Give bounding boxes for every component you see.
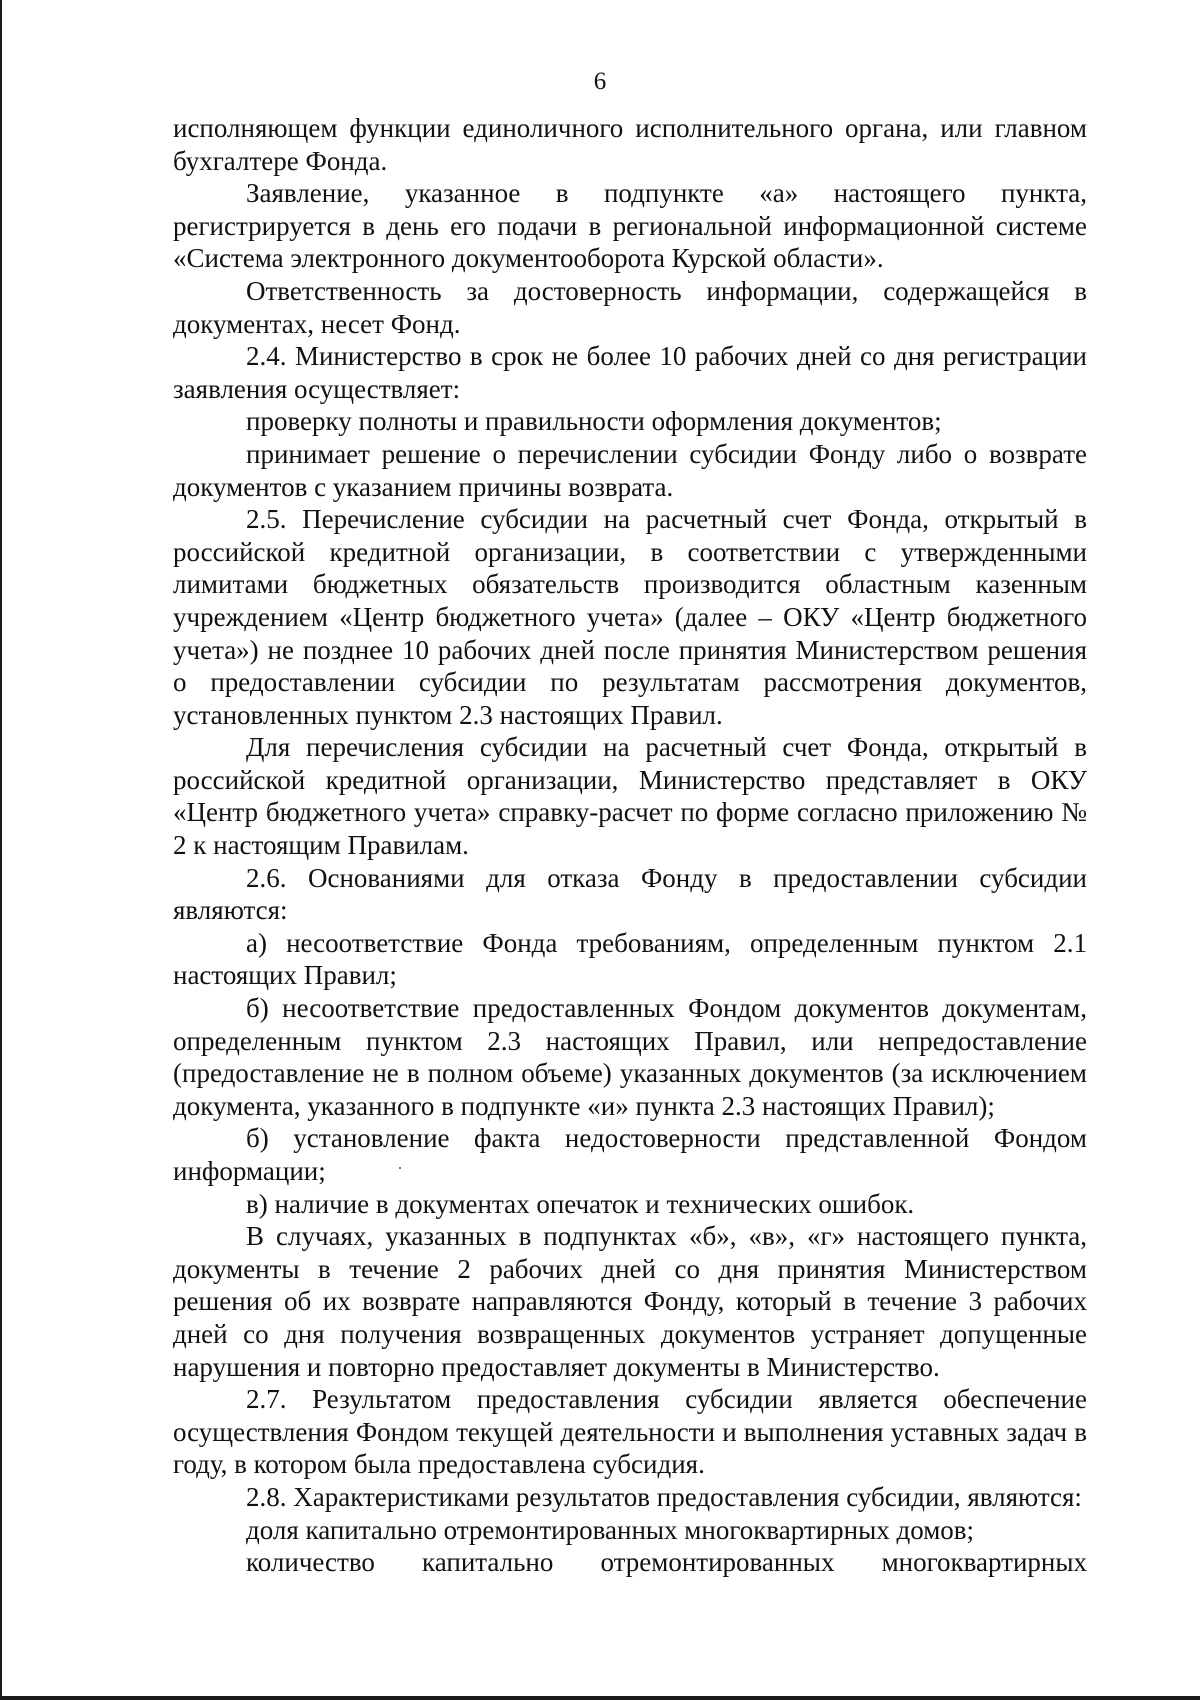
scan-edge-left bbox=[0, 0, 2, 1700]
paragraph-2-8-share: доля капитально отремонтированных многоквартирных домов; bbox=[246, 1514, 975, 1545]
page-number: 6 bbox=[593, 68, 607, 95]
paragraph-2-5: 2.5. Перечисление субсидии на расчетный счет Фонда, открытый в российской кредитной организации, в соответствии с утвержденными лимитами бюджетных обязательств производится областным казенным учреждением «Центр бюджетного учета» (далее – ОКУ «Центр бюджетного учета») не позднее 10 рабочих дней после принятия Министерством решения о предоставлении субсидии по результатам рассмотрения документов, установленных пунктом 2.3 настоящих Правил. bbox=[173, 504, 1087, 730]
paragraph-2-8-count: количество капитально отремонтированных многоквартирных bbox=[246, 1547, 1087, 1578]
paragraph-2-4-decision: принимает решение о перечислении субсидии Фонду либо о возврате документов с указанием причины возврата. bbox=[173, 438, 1087, 502]
paragraph-2-5-transfer: Для перечисления субсидии на расчетный счет Фонда, открытый в российской кредитной организации, Министерство представляет в ОКУ «Центр бюджетного учета» справку-расчет по форме согласно приложению № 2 к настоящим Правилам. bbox=[173, 732, 1087, 861]
paragraph-2-6: 2.6. Основаниями для отказа Фонду в предоставлении субсидии являются: bbox=[173, 862, 1087, 926]
paragraph-2-6-b2: б) установление факта недостоверности представленной Фондом информации; bbox=[173, 1123, 1087, 1186]
paragraph-2-6-a: а) несоответствие Фонда требованиям, определенным пунктом 2.1 настоящих Правил; bbox=[173, 927, 1087, 991]
paragraph-responsibility: Ответственность за достоверность информации, содержащейся в документах, несет Фонд. bbox=[173, 275, 1087, 339]
document-body bbox=[173, 112, 1087, 1579]
paragraph-2-7: 2.7. Результатом предоставления субсидии является обеспечение осуществления Фондом текущей деятельности и выполнения уставных задач в году, в котором была предоставлена субсидия. bbox=[173, 1384, 1087, 1480]
scan-edge-bottom bbox=[0, 1696, 1200, 1700]
paragraph-2-6-b: б) несоответствие предоставленных Фондом документов документам, определенным пунктом 2.3 настоящих Правил, или непредоставление (предоставление не в полном объеме) указанных документов (за исключением документа, указанного в подпункте «и» пункта 2.3 настоящих Правил); bbox=[173, 993, 1087, 1121]
paragraph-2-4: 2.4. Министерство в срок не более 10 рабочих дней со дня регистрации заявления осуществляет: bbox=[173, 341, 1087, 404]
paragraph-2-8: 2.8. Характеристиками результатов предоставления субсидии, являются: bbox=[246, 1481, 1082, 1512]
paragraph-2-6-return: В случаях, указанных в подпунктах «б», «в», «г» настоящего пункта, документы в течение 2 рабочих дней со дня принятия Министерством решения об их возврате направляются Фонду, который в течение 3 рабочих дней со дня получения возвращенных документов устраняет допущенные нарушения и повторно предоставляет документы в Министерство. bbox=[173, 1221, 1087, 1382]
paragraph-2-4-check: проверку полноты и правильности оформления документов; bbox=[246, 406, 942, 437]
paragraph-continuation: исполняющем функции единоличного исполнительного органа, или главном бухгалтере Фонда. bbox=[173, 113, 1087, 176]
paragraph-application-registration: Заявление, указанное в подпункте «а» настоящего пункта, регистрируется в день его подачи в региональной информационной системе «Система электронного документооборота Курской области». bbox=[173, 178, 1087, 274]
paragraph-2-6-v: в) наличие в документах опечаток и технических ошибок. bbox=[246, 1188, 915, 1219]
scan-speck bbox=[399, 1167, 401, 1169]
